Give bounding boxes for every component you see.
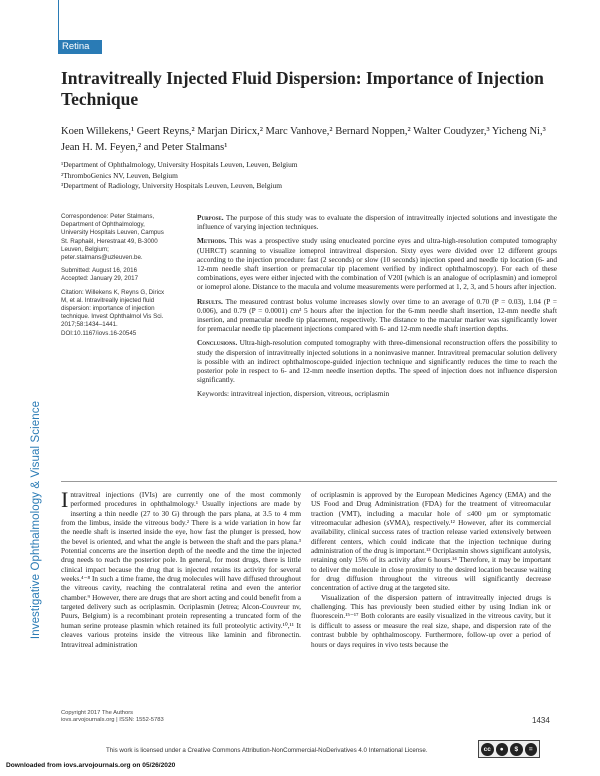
citation: Citation: Willekens K, Reyns G, Diricx M, et al. Intravitreally injected fluid dispersion: importance of injection technique. Invest Ophthalmol Vis Sci. 2017;58:1434–1441. DOI:10.1167/iovs.16-20545 — [61, 288, 165, 337]
download-notice: Downloaded from iovs.arvojournals.org on 05/26/2020 — [6, 762, 176, 769]
body-column-right — [311, 490, 551, 649]
abstract-purpose — [197, 213, 557, 231]
section-bar — [58, 0, 59, 40]
dates — [61, 267, 171, 283]
affiliation: ²ThromboGenics NV, Leuven, Belgium — [61, 170, 178, 180]
conclusions-text: Ultra-high-resolution computed tomography with three-dimensional reconstruction offers the possibility to study the dispersion of intravitreally injected solutions in a noninvasive manner. Intravitreal premacular solution delivery is possible with an indirect ophthalmoscope-guided injection technique and significantly reduces the time to reach the posterior pole in respect to 6- and 12-mm needle insertion depths. The speed of injection does not influence dispersion significantly. — [197, 338, 557, 385]
copyright-block — [61, 710, 164, 725]
page-number: 1434 — [532, 716, 550, 725]
license-text[interactable]: This work is licensed under a Creative Commons Attribution-NonCommercial-NoDerivatives 4.0 International License. — [106, 747, 428, 754]
drop-cap: I — [61, 487, 69, 512]
results-text: The measured contrast bolus volume increases slowly over time to an average of 0.70 (P = 0.03), 1.04 (P = 0.006), and 0.79 (P = 0.0001) cm³ 5 hours after the injection for the 6-mm needle shaft insertion, 12-mm needle shaft insertion, and premacular needle tip placement, respectively. The distance to the macular marker was significantly lower for premacular needle tip placement injections compared with 6- and 12-mm needle shaft insertion depths. — [197, 296, 557, 334]
submitted-date: Submitted: August 16, 2016 — [61, 267, 138, 275]
accepted-date: Accepted: January 29, 2017 — [61, 275, 139, 283]
cc-license-badge[interactable] — [478, 740, 540, 758]
body-paragraph: Visualization of the dispersion pattern of intravitreally injected drugs is challenging. This has previously been studied either by using Indian ink or fluorescein.¹⁵⁻¹⁷ Both colorants are easily visualized in the vitreous cavity, but it is difficult to assess or measure the real size, shape, and dispersion rate of the contrast bubble by ophthalmoscopy. Furthermore, follow-up over a period of hours or days requires in vivo tests because the — [311, 592, 551, 649]
article-title: Intravitreally Injected Fluid Dispersion: Importance of Injection Technique — [61, 68, 544, 109]
abstract-conclusions — [197, 338, 557, 384]
cc-icon: cc — [481, 743, 494, 756]
results-heading: Results. — [197, 296, 223, 306]
nd-icon: = — [525, 743, 538, 756]
author-list: Koen Willekens,¹ Geert Reyns,² Marjan Diricx,² Marc Vanhove,² Bernard Noppen,² Walter Coudyzer,³ Yicheng Ni,³ Jean H. M. Feyen,² and Peter Stalmans¹ — [61, 126, 546, 153]
conclusions-heading: Conclusions. — [197, 338, 238, 348]
journal-url: iovs.arvojournals.org | ISSN: 1552-5783 — [61, 717, 164, 724]
affiliation: ¹Department of Ophthalmology, University Hospitals Leuven, Leuven, Belgium — [61, 160, 298, 169]
affiliation: ³Department of Radiology, University Hospitals Leuven, Leuven, Belgium — [61, 181, 282, 190]
nc-icon: $ — [510, 743, 523, 756]
section-divider — [61, 481, 557, 482]
body-paragraph — [61, 487, 301, 649]
journal-name: Investigative Ophthalmology & Visual Science — [30, 400, 42, 640]
methods-heading: Methods. — [197, 236, 227, 246]
affiliations — [61, 160, 561, 192]
methods-text: This was a prospective study using enucleated porcine eyes and ultra-high-resolution computed tomography (UHRCT) scanning to visualize iomeprol intravitreal dispersion. Sixty eyes were divided over 12 different groups according to the injection procedure: fast (2 seconds) or slow (10 seconds) injection speed and needle tip location (6- and 12-mm needle shaft insertion or premacular tip placement verified by indirect ophthalmoscopy). For each of these combinations, eyes were either injected with the combination of V20I (which is an analogue of ocriplasmin) and iomeprol or iomeprol alone. Distance to the macula and volume measurements were performed at 1, 2, 3, and 5 hours after injection. — [197, 236, 557, 292]
correspondence: Correspondence: Peter Stalmans, Department of Ophthalmology, University Hospitals Leuven, Campus St. Raphaël, Herestraat 49, B-3000 Leuven, Belgium; peter.stalmans@uzleuven.be. — [61, 213, 164, 262]
body-text: ntravitreal injections (IVIs) are currently one of the most commonly performed procedures in ophthalmology.¹ Usually injections are made by inserting a thin needle (27 to 30 G) through the pars plana, at 3.5 to 4 mm from the limbus, inside the vitreous body.² There is a wide variation in how far the needle shaft is inserted inside the eye, how fast the plunger is pressed, how the bevel is oriented, and what the angle is between the shaft and the pars plana.³ Potential concerns are the insertion depth of the needle and the time the injected drug needs to reach the posterior pole. In general, for most drugs, there is little clinical impact because the drug that is injected retains its activity for several weeks.⁴⁻⁸ In such a time frame, the drug molecules will have diffused throughout the vitreous cavity, reaching the contralateral retina and even the anterior chamber.⁹ However, there are drugs that are short acting and could benefit from a targeted delivery such as ocriplasmin. Ocriplasmin (Jetrea; Alcon-Couvreur nv, Puurs, Belgium) is a recombinant protein representing a truncated form of the human serine protease plasmin which retained its full proteolytic activity.¹⁰,¹¹ It cleaves various proteins inside the vitreous like laminin and fibronectin. Intravitreal administration — [61, 490, 301, 649]
abstract-results — [197, 297, 557, 334]
abstract-methods — [197, 236, 557, 291]
side-notes — [61, 213, 171, 343]
abstract — [197, 213, 557, 404]
section-tag: Retina — [58, 40, 102, 54]
keywords: Keywords: intravitreal injection, dispersion, vitreous, ocriplasmin — [197, 389, 390, 399]
journal-side-title — [14, 300, 58, 740]
body-paragraph: of ocriplasmin is approved by the European Medicines Agency (EMA) and the US Food and Drug Administration (FDA) for the treatment of vitreomacular traction (VMT), including a macular hole of ≤400 μm or symptomatic vitreomacular adhesion (sVMA), respectively.¹² However, after its commercial availability, clinical success rates of traction release varied extensively between different centers, which could indicate that the injection technique during administration of the drug is important.¹³ Ocriplasmin shows significant autolysis, retaining only 15% of its activity after 6 hours.¹⁴ Therefore, it may be important to deliver the molecule in close proximity to the desired location because waiting for drug diffusion throughout the vitreous will significantly decrease concentration of active drug at the targeted site. — [311, 490, 551, 593]
purpose-heading: Purpose. — [197, 213, 224, 222]
by-icon: ● — [496, 743, 509, 756]
body-column-left — [61, 487, 301, 649]
purpose-text: The purpose of this study was to evaluate the dispersion of intravitreally injected solutions and investigate the influence of varying injection techniques. — [197, 213, 557, 232]
copyright: Copyright 2017 The Authors — [61, 710, 134, 716]
